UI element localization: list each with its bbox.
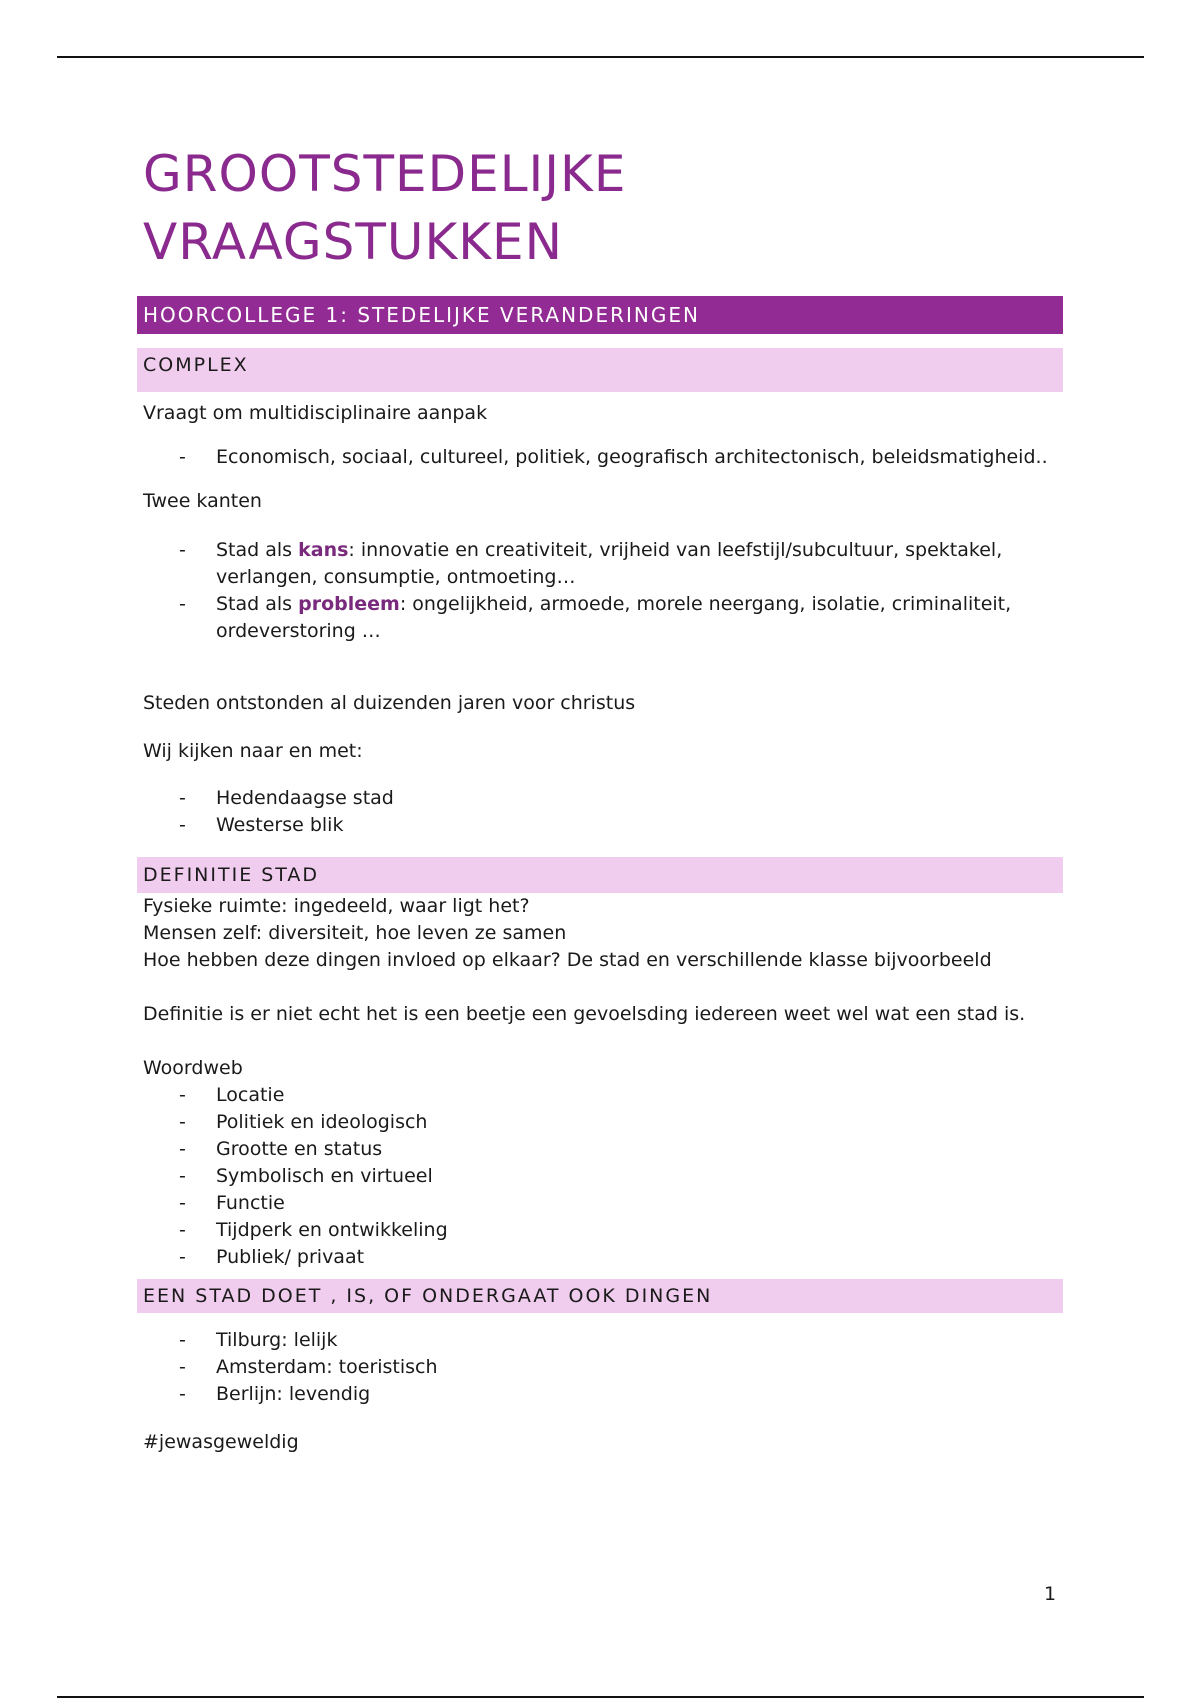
list-item: [143, 785, 1063, 812]
dash-marker: -: [179, 1356, 186, 1378]
dash-marker: -: [179, 1165, 186, 1187]
paragraph-invloed: Hoe hebben deze dingen invloed op elkaar? De stad en verschillende klasse bijvoorbeeld: [143, 949, 992, 971]
keyword-kans: kans: [298, 539, 349, 561]
list-woordweb: [143, 1082, 1063, 1271]
list-item: [143, 812, 1063, 839]
heading-een-stad: EEN STAD DOET , IS, OF ONDERGAAT OOK DINGEN: [137, 1279, 1063, 1313]
list-item-text: Amsterdam: toeristisch: [216, 1356, 438, 1378]
paragraph-woordweb: Woordweb: [143, 1057, 243, 1079]
list-item-text: Tijdperk en ontwikkeling: [216, 1219, 448, 1241]
dash-marker: -: [179, 787, 186, 809]
list-item-text: Economisch, sociaal, cultureel, politiek, geografisch architectonisch, beleidsmatigheid..: [216, 446, 1048, 468]
document-body: [143, 140, 1063, 1456]
heading-hoorcollege: HOORCOLLEGE 1: STEDELIJKE VERANDERINGEN: [137, 296, 1063, 334]
list-disciplines: [143, 444, 1063, 471]
paragraph-hashtag: #jewasgeweldig: [143, 1431, 299, 1453]
dash-marker: -: [179, 593, 186, 615]
dash-marker: -: [179, 1192, 186, 1214]
dash-marker: -: [179, 539, 186, 561]
list-item: [143, 591, 1063, 645]
list-item-text: Berlijn: levendig: [216, 1383, 371, 1405]
paragraph-wij-kijken: Wij kijken naar en met:: [143, 740, 363, 762]
title-line-2: VRAAGSTUKKEN: [143, 213, 564, 271]
top-rule: [57, 56, 1144, 58]
list-steden: [143, 1327, 1063, 1408]
probleem-rest: : ongelijkheid, armoede, morele neergang, isolatie, criminaliteit, ordeverstoring …: [216, 593, 1012, 642]
list-item-text: Grootte en status: [216, 1138, 383, 1160]
list-item-text: Tilburg: lelijk: [216, 1329, 338, 1351]
probleem-prefix: Stad als: [216, 593, 299, 615]
list-item-text: Publiek/ privaat: [216, 1246, 365, 1268]
dash-marker: -: [179, 814, 186, 836]
list-item-text: Westerse blik: [216, 814, 344, 836]
dash-marker: -: [179, 1084, 186, 1106]
paragraph-intro: Vraagt om multidisciplinaire aanpak: [143, 402, 488, 424]
list-item: [143, 537, 1063, 591]
kans-prefix: Stad als: [216, 539, 299, 561]
paragraph-steden: Steden ontstonden al duizenden jaren voor christus: [143, 692, 636, 714]
dash-marker: -: [179, 1329, 186, 1351]
list-item-text: Symbolisch en virtueel: [216, 1165, 433, 1187]
list-item: [143, 1190, 1063, 1217]
list-item: [143, 444, 1063, 471]
list-item: [143, 1327, 1063, 1354]
dash-marker: -: [179, 1219, 186, 1241]
keyword-probleem: probleem: [298, 593, 400, 615]
list-twee-kanten: [143, 537, 1063, 645]
list-item: [143, 1381, 1063, 1408]
dash-marker: -: [179, 446, 186, 468]
document-title: [143, 140, 1063, 276]
list-item: [143, 1082, 1063, 1109]
paragraph-twee-kanten: Twee kanten: [143, 490, 262, 512]
dash-marker: -: [179, 1111, 186, 1133]
list-item-text: Politiek en ideologisch: [216, 1111, 428, 1133]
list-item-text: Hedendaagse stad: [216, 787, 394, 809]
list-item: [143, 1244, 1063, 1271]
list-item: [143, 1163, 1063, 1190]
list-item: [143, 1217, 1063, 1244]
dash-marker: -: [179, 1383, 186, 1405]
page-number: 1: [1044, 1583, 1057, 1605]
paragraph-mensen-zelf: Mensen zelf: diversiteit, hoe leven ze samen: [143, 922, 567, 944]
list-item: [143, 1109, 1063, 1136]
heading-definitie-stad: DEFINITIE STAD: [137, 857, 1063, 893]
heading-complex: COMPLEX: [137, 348, 1063, 392]
list-perspectief: [143, 785, 1063, 839]
list-item-text: Functie: [216, 1192, 285, 1214]
paragraph-definitie: Definitie is er niet echt het is een beetje een gevoelsding iedereen weet wel wat een stad is.: [143, 1003, 1026, 1025]
kans-rest: : innovatie en creativiteit, vrijheid van leefstijl/subcultuur, spektakel, verlangen, consumptie, ontmoeting…: [216, 539, 1003, 588]
dash-marker: -: [179, 1246, 186, 1268]
title-line-1: GROOTSTEDELIJKE: [143, 145, 627, 203]
list-item: [143, 1354, 1063, 1381]
list-item: [143, 1136, 1063, 1163]
paragraph-fysieke-ruimte: Fysieke ruimte: ingedeeld, waar ligt het?: [143, 895, 530, 917]
dash-marker: -: [179, 1138, 186, 1160]
list-item-text: Locatie: [216, 1084, 285, 1106]
bottom-rule: [57, 1696, 1144, 1698]
